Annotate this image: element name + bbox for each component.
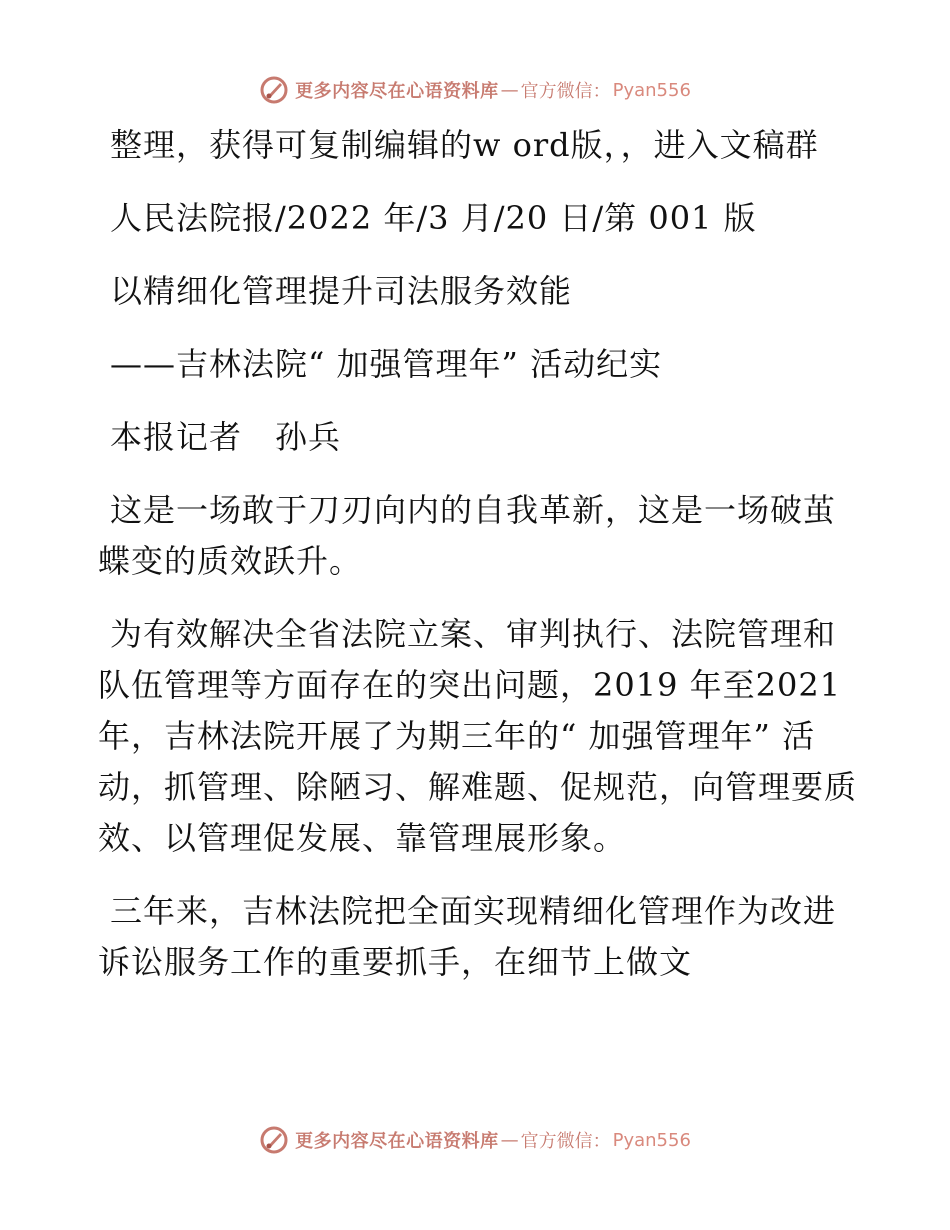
body-paragraph: 三年来，吉林法院把全面实现精细化管理作为改进诉讼服务工作的重要抓手，在细节上做文 — [98, 892, 837, 981]
watermark-label: 官方微信： — [520, 81, 611, 102]
brush-logo-icon — [259, 75, 289, 105]
body-paragraph: 为有效解决全省法院立案、审判执行、法院管理和队伍管理等方面存在的突出问题，2019 年至2021 年，吉林法院开展了为期三年的“ 加强管理年” 活动，抓管理、除陋习、解难题、促规范，向管理要质效、以管理促发展、靠管理展形象。 — [98, 615, 858, 857]
footer-watermark — [0, 1120, 950, 1160]
article-title: 以精细化管理提升司法服务效能 — [110, 272, 573, 310]
watermark-separator: — — [500, 79, 519, 101]
byline: 本报记者 孙兵 — [110, 418, 342, 456]
header-watermark — [0, 70, 950, 110]
brush-logo-icon — [259, 1125, 289, 1155]
article-subtitle: ——吉林法院“ 加强管理年” 活动纪实 — [110, 345, 663, 383]
watermark-text: 更多内容尽在心语资料库 — [295, 1131, 499, 1152]
watermark-text: 更多内容尽在心语资料库 — [295, 81, 499, 102]
body-paragraph: 这是一场敢于刀刃向内的自我革新，这是一场破茧蝶变的质效跃升。 — [98, 491, 837, 580]
watermark-id: Pyan556 — [612, 79, 691, 101]
intro-note: 整理，获得可复制编辑的w ord版，，进入文稿群 — [110, 126, 819, 164]
watermark-label: 官方微信： — [520, 1131, 611, 1152]
source-line: 人民法院报/2022 年/3 月/20 日/第 001 版 — [110, 199, 757, 237]
watermark-separator: — — [500, 1129, 519, 1151]
watermark-id: Pyan556 — [612, 1129, 691, 1151]
document-body — [98, 120, 858, 1010]
